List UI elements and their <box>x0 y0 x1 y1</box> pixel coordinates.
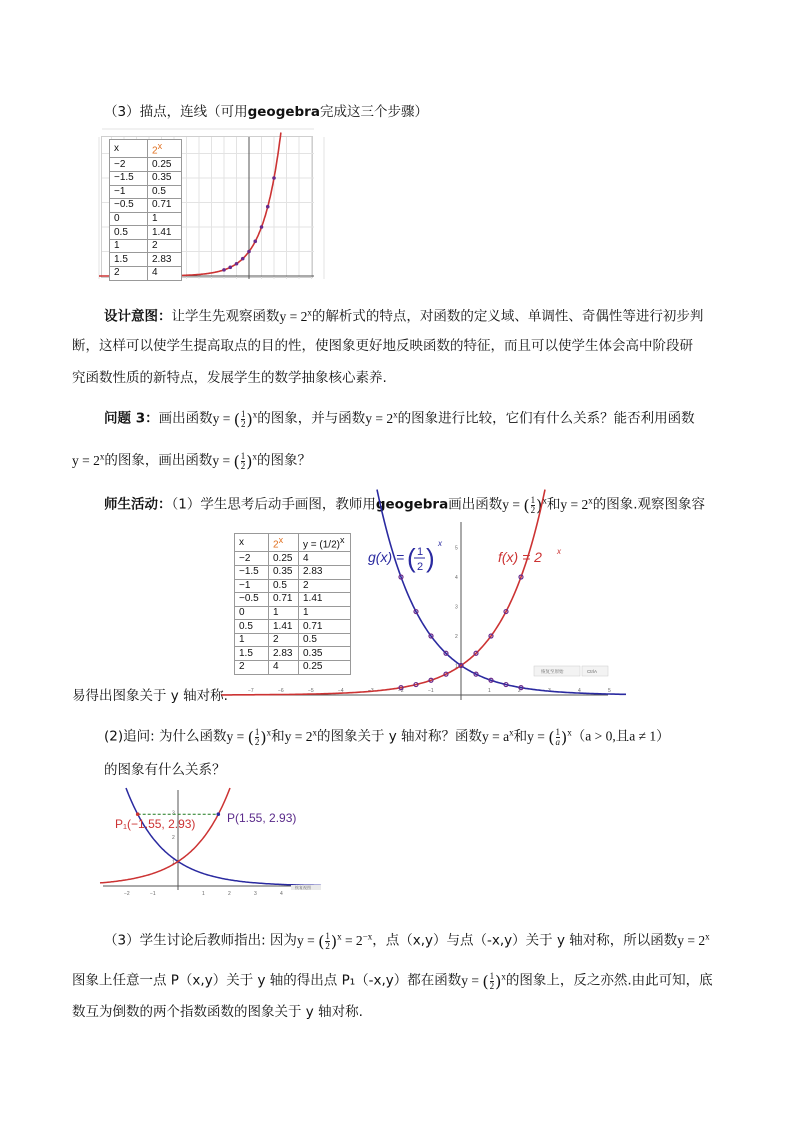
x-tick-label: 1 <box>202 891 205 897</box>
activity-tool: geogebra <box>375 496 449 513</box>
y-tick-label: 5 <box>455 545 458 552</box>
table-cell: 1.41 <box>269 620 299 634</box>
table-header-x: x <box>110 140 148 158</box>
q3-text: 的图象？ <box>257 452 311 469</box>
table-cell: 1.5 <box>235 647 269 661</box>
g-paren-right: ) <box>426 543 435 573</box>
design-text: 的解析式的特点，对函数的定义域、单调性、奇偶性等进行初步判 <box>311 308 704 325</box>
conclusion-line-1 <box>104 926 710 951</box>
ctrl-button-label: CtrlA <box>587 669 597 674</box>
point-p1-label: P₁(−1.55, 2.93) <box>115 817 196 832</box>
step3-heading <box>104 102 428 122</box>
table-cell: 0.25 <box>269 552 299 566</box>
table-row <box>235 661 351 675</box>
data-point <box>272 176 276 180</box>
table-cell: 4 <box>269 661 299 675</box>
math-y-inv-a-x: y = ( $\frac{1}{a}$ )$^x$ <box>527 726 572 747</box>
table-cell: 0.5 <box>110 226 148 240</box>
x-tick-label: 3 <box>548 688 551 694</box>
table-row <box>110 226 182 240</box>
table-cell: 2.83 <box>299 565 351 579</box>
math-half-x-eq: y = ( $\frac{1}{2}$ )$^x = 2^{-x}$ <box>296 930 373 951</box>
design-line-1 <box>104 302 703 327</box>
table-row <box>110 199 182 213</box>
math-y-2x: $y = 2^x$ <box>365 409 398 426</box>
x-tick-label: −2 <box>398 688 404 694</box>
table-row <box>235 606 351 620</box>
table-cell: 0.71 <box>299 620 351 634</box>
point-p <box>217 812 221 816</box>
design-line-3: 究函数性质的新特点，发展学生的数学抽象核心素养. <box>72 370 387 386</box>
table-row <box>110 267 182 281</box>
g-function-label <box>368 539 443 573</box>
activity-line-1 <box>104 490 705 515</box>
value-table-2 <box>234 533 351 675</box>
table-cell: 2 <box>110 267 148 281</box>
question3-label: 问题 3： <box>104 410 159 427</box>
table-cell: 2.83 <box>148 253 182 267</box>
table-cell: −0.5 <box>235 593 269 607</box>
conclusion-text: 图象上任意一点 P（x,y）关于 y 轴的得出点 P₁（-x,y）都在函数 <box>72 972 462 989</box>
math-y-half-x: y = ( $\frac{1}{2}$ )$^x$ <box>212 450 257 471</box>
reset-button-label: 恢复至原始 <box>541 669 564 674</box>
step3-label: （3）描点，连线（可用 <box>104 104 248 120</box>
activity-line-2: 易得出图象关于 y 轴对称. <box>72 688 228 704</box>
conclusion-text: ，点（x,y）与点（-x,y）关于 y 轴对称，所以函数 <box>372 932 678 949</box>
table-row <box>110 253 182 267</box>
y-tick-label: 2 <box>172 835 175 841</box>
x-tick-label: 3 <box>254 891 257 897</box>
x-tick-label: −1 <box>428 688 434 694</box>
x-tick-label: −4 <box>338 688 344 694</box>
x-tick-label: 2 <box>228 891 231 897</box>
table-header-half-x: y = (1/2)x <box>299 534 351 552</box>
y-tick-label: 1 <box>172 859 175 866</box>
table-row <box>235 579 351 593</box>
g-frac-den: 2 <box>417 561 424 573</box>
table-cell: 0.71 <box>269 593 299 607</box>
x-tick-label: −3 <box>368 688 374 694</box>
view-button-label: 恢复视图 <box>295 885 311 890</box>
conclusion-text: （3）学生讨论后教师指出: 因为 <box>104 932 297 949</box>
math-y-half-x: y = ( $\frac{1}{2}$ )$^x$ <box>502 494 547 515</box>
question3-line-2 <box>72 446 311 471</box>
table-row <box>235 647 351 661</box>
followup-text: 和 <box>271 728 285 745</box>
data-point <box>253 240 257 244</box>
table-header-row <box>110 140 182 158</box>
table-cell: 0.25 <box>299 661 351 675</box>
table-row <box>110 239 182 253</box>
math-y-2x: $y = 2^x$ <box>284 727 317 744</box>
table-cell: 2 <box>269 633 299 647</box>
table-cell: 2 <box>235 661 269 675</box>
table-cell: −1 <box>235 579 269 593</box>
table-cell: 1.5 <box>110 253 148 267</box>
table-cell: 1 <box>269 606 299 620</box>
table-cell: 0.35 <box>299 647 351 661</box>
x-tick-label: −7 <box>248 688 254 694</box>
table-cell: 0.71 <box>148 199 182 213</box>
y-tick-label: 3 <box>455 604 458 611</box>
y-tick-label: 3 <box>172 810 175 817</box>
q3-text: 画出函数 <box>158 410 213 427</box>
table-header-2x: 2x <box>148 140 182 158</box>
table-row <box>110 185 182 199</box>
design-label: 设计意图： <box>104 308 172 325</box>
x-tick-label: −6 <box>278 688 284 694</box>
activity-text: 的图象.观察图象容 <box>592 496 705 513</box>
g-paren-left: ( <box>407 543 416 573</box>
math-y-ax: $y = a^x$ <box>482 727 514 744</box>
table-cell: 2 <box>299 579 351 593</box>
activity-text: 画出函数 <box>448 496 503 513</box>
f-function-label: f(x) = 2 <box>498 549 542 565</box>
table-cell: 0.5 <box>235 620 269 634</box>
q3-text: 的图象进行比较，它们有什么关系？能否利用函数 <box>397 410 695 427</box>
design-text: 让学生先观察函数 <box>171 308 280 325</box>
table-cell: 0 <box>110 212 148 226</box>
y-tick-label: 4 <box>455 575 458 581</box>
y-tick-label: 1 <box>455 663 458 670</box>
conclusion-line-2 <box>72 966 713 991</box>
table-cell: 0 <box>235 606 269 620</box>
table-cell: 1 <box>235 633 269 647</box>
table-row <box>235 552 351 566</box>
g-frac-num: 1 <box>417 546 424 558</box>
question3-line-1 <box>104 404 695 429</box>
math-y-2x: $y = 2^x$ <box>279 307 312 324</box>
activity-text: 和 <box>546 496 561 513</box>
figure-3 <box>103 790 321 897</box>
table-cell: 2 <box>148 239 182 253</box>
step3-rest: 完成这三个步骤） <box>319 104 428 120</box>
q3-text: 的图象，画出函数 <box>104 452 213 469</box>
table-cell: −2 <box>110 158 148 172</box>
table-cell: 0.5 <box>299 633 351 647</box>
table-header-x: x <box>235 534 269 552</box>
math-y-2x: $y = 2^x$ <box>560 495 593 512</box>
table-cell: 1 <box>148 212 182 226</box>
math-y-half-x: y = ( $\frac{1}{2}$ )$^x$ <box>461 970 506 991</box>
math-y-2x: $y = 2^x$ <box>72 451 105 468</box>
f-sup: x <box>557 547 561 556</box>
table-cell: 0.35 <box>269 565 299 579</box>
g-label-text: g(x) = <box>368 549 405 565</box>
table-row <box>110 171 182 185</box>
table-cell: 1.41 <box>299 593 351 607</box>
table-row <box>110 158 182 172</box>
followup-text: 和 <box>513 728 528 745</box>
followup-line-1 <box>104 722 670 747</box>
table-row <box>235 565 351 579</box>
value-table-1 <box>109 139 182 281</box>
data-point <box>241 257 245 261</box>
data-point <box>247 250 251 254</box>
x-tick-label: 4 <box>578 688 581 694</box>
table-cell: −1.5 <box>235 565 269 579</box>
conclusion-text: 的图象上，反之亦然.由此可知，底 <box>505 972 713 989</box>
x-tick-label: −1 <box>150 891 156 897</box>
point-p-label: P(1.55, 2.93) <box>227 811 297 826</box>
activity-label: 师生活动： <box>104 496 172 513</box>
table-cell: −1 <box>110 185 148 199</box>
g-sup: x <box>438 539 442 548</box>
table-cell: 4 <box>299 552 351 566</box>
data-point <box>235 262 239 266</box>
design-line-2: 断，这样可以使学生提高取点的目的性，使图象更好地反映函数的特征，而且可以使学生体会高中阶段研 <box>72 338 693 354</box>
table-row <box>110 212 182 226</box>
y-tick-label: 2 <box>455 634 458 640</box>
table-cell: −1.5 <box>110 171 148 185</box>
activity-text: （1）学生思考后动手画图，教师用 <box>171 496 376 513</box>
followup-condition: （a > 0,且a ≠ 1） <box>571 728 670 744</box>
data-point <box>222 268 226 272</box>
q3-text: 的图象，并与函数 <box>257 410 366 427</box>
table-cell: 1 <box>110 239 148 253</box>
x-tick-label: −2 <box>124 891 130 897</box>
symmetry-graph <box>103 790 321 897</box>
point-p1 <box>136 812 140 816</box>
table-cell: 0.25 <box>148 158 182 172</box>
math-y-2x: $y = 2^x$ <box>677 931 710 948</box>
data-point <box>260 225 264 229</box>
data-point <box>266 205 270 209</box>
table-header-2x: 2x <box>269 534 299 552</box>
step3-tool: geogebra <box>247 104 320 120</box>
table-cell: 2.83 <box>269 647 299 661</box>
table-header-row <box>235 534 351 552</box>
table-row <box>235 620 351 634</box>
curve-half-pow-x <box>377 490 626 695</box>
table-cell: 1.41 <box>148 226 182 240</box>
x-tick-label: 4 <box>280 891 283 897</box>
table-cell: 4 <box>148 267 182 281</box>
x-tick-label: 1 <box>488 688 491 694</box>
x-tick-label: 2 <box>518 688 521 694</box>
table-cell: 1 <box>299 606 351 620</box>
math-y-half-x: y = ( $\frac{1}{2}$ )$^x$ <box>226 726 272 747</box>
data-point <box>228 266 232 270</box>
x-tick-label: 5 <box>608 688 611 694</box>
table-cell: 0.5 <box>148 185 182 199</box>
math-y-half-x: y = ( $\frac{1}{2}$ )$^x$ <box>212 408 258 429</box>
table-row <box>235 593 351 607</box>
x-tick-label: −5 <box>308 688 314 694</box>
table-cell: −0.5 <box>110 199 148 213</box>
conclusion-line-3: 数互为倒数的两个指数函数的图象关于 y 轴对称. <box>72 1004 363 1020</box>
curve-2-pow-x <box>100 788 230 883</box>
table-cell: 0.35 <box>148 171 182 185</box>
followup-line-2: 的图象有什么关系？ <box>104 762 226 778</box>
table-cell: 0.5 <box>269 579 299 593</box>
followup-text: 的图象关于 y 轴对称？函数 <box>316 728 483 745</box>
table-row <box>235 633 351 647</box>
followup-text: (2)追问: 为什么函数 <box>104 728 227 745</box>
table-cell: −2 <box>235 552 269 566</box>
